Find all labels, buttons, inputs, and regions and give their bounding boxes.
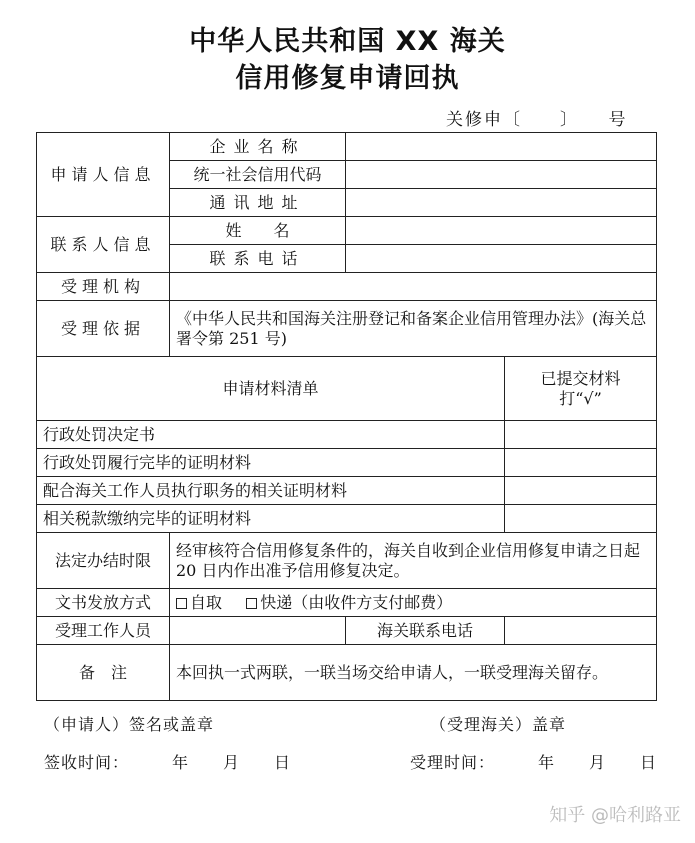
document-subtitle: 信用修复申请回执 <box>235 63 460 94</box>
material-item-4: 相关税款缴纳完毕的证明材料 <box>37 505 505 533</box>
customs-seal-label: （受理海关）盖章 <box>430 715 567 734</box>
material-check-4[interactable] <box>505 505 657 533</box>
basis-label: 受理依据 <box>37 301 170 357</box>
material-check-3[interactable] <box>505 477 657 505</box>
material-item-3: 配合海关工作人员执行职务的相关证明材料 <box>37 477 505 505</box>
self-pickup-checkbox[interactable] <box>176 598 187 609</box>
contact-name-field[interactable] <box>346 217 657 245</box>
express-checkbox[interactable] <box>246 598 257 609</box>
accepting-org-label: 受理机构 <box>37 273 170 301</box>
credit-code-field[interactable] <box>346 161 657 189</box>
basis-text: 《中华人民共和国海关注册登记和备案企业信用管理办法》(海关总署令第 251 号) <box>170 301 657 357</box>
document-title: 中华人民共和国 XX 海关 <box>189 26 506 57</box>
accept-time-label: 受理时间： 年 月 日 <box>410 753 658 772</box>
watermark: 知乎 @哈利路亚 <box>549 805 681 826</box>
material-check-1[interactable] <box>505 421 657 449</box>
remarks-label: 备 注 <box>37 645 170 701</box>
accepting-org-field[interactable] <box>170 273 657 301</box>
materials-header: 申请材料清单 <box>37 357 505 421</box>
self-pickup-label: 自取 <box>190 592 223 612</box>
submitted-header-line1: 已提交材料 <box>540 368 621 388</box>
submitted-header-line2: 打“√” <box>559 388 602 408</box>
applicant-info-label: 申请人信息 <box>37 133 170 217</box>
deadline-text: 经审核符合信用修复条件的，海关自收到企业信用修复申请之日起 20 日内作出准予信用修复决定。 <box>170 533 657 589</box>
contact-name-label: 姓 名 <box>170 217 346 245</box>
receipt-form-table <box>36 132 657 701</box>
material-item-1: 行政处罚决定书 <box>37 421 505 449</box>
company-name-label: 企业名称 <box>170 133 346 161</box>
contact-phone-field[interactable] <box>346 245 657 273</box>
receive-time-label: 签收时间： 年 月 日 <box>44 753 292 772</box>
delivery-options <box>170 589 657 617</box>
customs-phone-label: 海关联系电话 <box>346 617 505 645</box>
applicant-signature-label: （申请人）签名或盖章 <box>44 715 215 734</box>
delivery-label: 文书发放方式 <box>37 589 170 617</box>
document-number: 关修申〔 〕 号 <box>446 110 628 130</box>
staff-field[interactable] <box>170 617 346 645</box>
customs-phone-field[interactable] <box>505 617 657 645</box>
contact-info-label: 联系人信息 <box>37 217 170 273</box>
address-label: 通讯地址 <box>170 189 346 217</box>
express-label: 快递（由收件方支付邮费） <box>260 592 453 612</box>
material-item-2: 行政处罚履行完毕的证明材料 <box>37 449 505 477</box>
material-check-2[interactable] <box>505 449 657 477</box>
deadline-label: 法定办结时限 <box>37 533 170 589</box>
address-field[interactable] <box>346 189 657 217</box>
remarks-text: 本回执一式两联，一联当场交给申请人，一联受理海关留存。 <box>170 645 657 701</box>
company-name-field[interactable] <box>346 133 657 161</box>
staff-label: 受理工作人员 <box>37 617 170 645</box>
credit-code-label: 统一社会信用代码 <box>170 161 346 189</box>
contact-phone-label: 联系电话 <box>170 245 346 273</box>
submitted-header <box>505 357 657 421</box>
